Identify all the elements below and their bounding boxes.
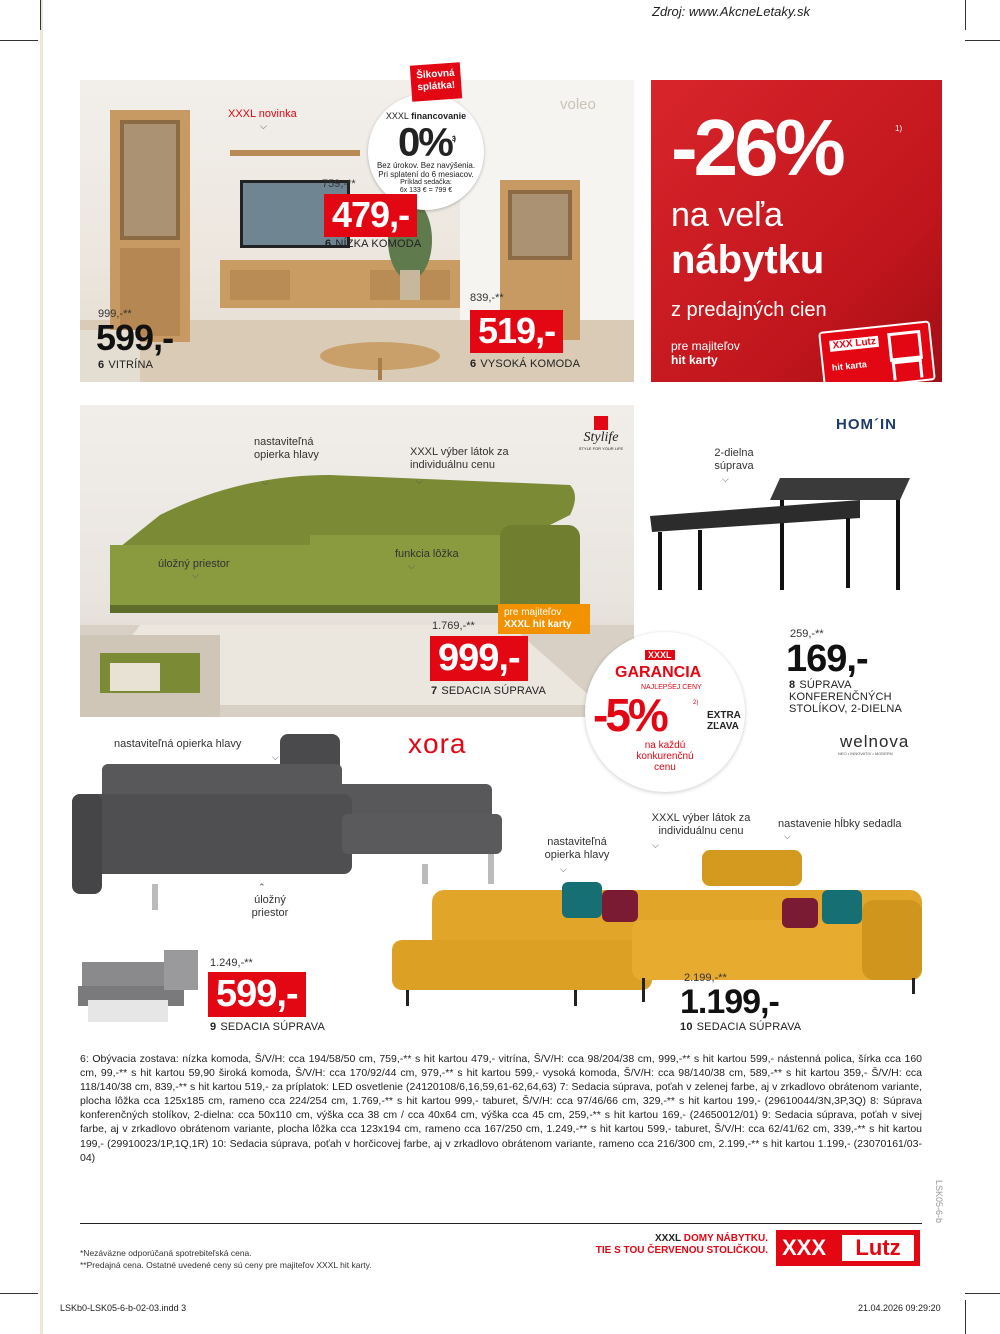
komoda-high-price: 519,-	[470, 310, 563, 353]
financing-percent: 0%	[397, 120, 452, 165]
homin-logo: HOM´IN	[836, 416, 897, 433]
logo-lutz: Lutz	[842, 1235, 914, 1261]
promo-banner	[651, 80, 942, 382]
green-headrest-note: nastaviteľná opierka hlavy	[254, 436, 319, 461]
promo-line-1: na veľa	[671, 196, 783, 234]
owner-tag-line-1: pre majiteľov	[504, 607, 562, 618]
slogan-line-2: TIE S TOU ČERVENOU STOLIČKOU.	[595, 1245, 768, 1256]
crop-mark	[965, 0, 966, 30]
garancia-title: GARANCIA	[615, 664, 702, 681]
yellow-depth-note: nastavenie hĺbky sedadla	[778, 818, 902, 830]
komoda-low-caption: 6 NÍZKA KOMODA	[325, 238, 422, 250]
owner-tag-line-2: XXXL hit karty	[504, 619, 572, 630]
vitrina-old-price: 999,-**	[98, 308, 132, 320]
hit-card-xxx: XXX	[832, 338, 854, 352]
yellow-sofa-old-price: 2.199,-**	[684, 972, 727, 984]
financing-line-2: Pri splatení do 6 mesiacov.	[378, 170, 474, 180]
red-chair-icon	[883, 329, 932, 382]
financing-zero-percent	[368, 120, 484, 165]
green-fabric-note: XXXL výber látok za individuálnu cenu	[410, 446, 509, 471]
crop-mark	[965, 1300, 966, 1334]
xora-logo: xora	[408, 728, 467, 759]
chevron-down-icon: ⌵	[652, 840, 659, 850]
slogan	[596, 1233, 768, 1257]
chevron-down-icon: ⌵	[408, 561, 415, 571]
grey-sofa-caption: 9 SEDACIA SÚPRAVA	[210, 1021, 326, 1033]
owner-tag	[498, 604, 590, 634]
hit-card-lutz: Lutz	[854, 336, 877, 350]
chevron-down-icon: ⌵	[272, 752, 279, 762]
yellow-fabric-note: XXXL výber látok za individuálnu cenu	[651, 812, 751, 837]
welnova-tagline: NEO • INNOVATIV • MODERN	[838, 751, 893, 756]
yellow-headrest-note: nastaviteľná opierka hlavy	[544, 836, 610, 861]
chevron-down-icon: ⌵	[262, 477, 269, 487]
stylife-mark	[594, 416, 608, 430]
financing-tag: Šikovná splátka!	[410, 62, 462, 101]
voleo-logo: voleo	[560, 96, 596, 113]
page-edge	[40, 0, 43, 1334]
green-bed-note: funkcia lôžka	[395, 548, 459, 560]
yellow-sofa-price: 1.199,-	[680, 983, 779, 1021]
crop-mark	[0, 1293, 38, 1294]
tables-caption: 8 SÚPRAVA KONFERENČNÝCH STOLÍKOV, 2-DIELNA	[789, 679, 903, 715]
promo-percent: -26%	[671, 103, 842, 192]
yellow-sofa-illustration	[392, 850, 922, 1010]
stylife-tagline: STYLE FOR YOUR LIFE	[578, 446, 624, 451]
footnote-1: *Nezáväzne odporúčaná spotrebiteľská cena.	[80, 1248, 252, 1258]
hit-card	[818, 320, 936, 382]
grey-headrest-note: nastaviteľná opierka hlavy	[114, 738, 242, 750]
vitrina-price: 599,-	[96, 317, 174, 358]
price-guarantee-badge	[585, 632, 745, 792]
financing-sup: 3)	[451, 136, 455, 143]
footer-divider	[80, 1223, 922, 1224]
komoda-high-old-price: 839,-**	[470, 292, 504, 304]
novinka-label: XXXL novinka	[228, 108, 297, 120]
chevron-down-icon: ⌵	[260, 121, 267, 131]
stylife-name: Stylife	[583, 430, 619, 445]
footnote-2: **Predajná cena. Ostatné uvedené ceny sú ceny pre majiteľov XXXL hit karty.	[80, 1260, 372, 1270]
komoda-high-caption: 6 VYSOKÁ KOMODA	[470, 358, 581, 370]
promo-line-5: hit karty	[671, 353, 718, 367]
promo-sup: 1)	[895, 124, 903, 133]
promo-line-3: z predajných cien	[671, 299, 827, 321]
source-url: Zdroj: www.AkcneLetaky.sk	[652, 4, 810, 19]
chevron-up-icon: ⌃	[258, 882, 266, 892]
crop-mark	[0, 40, 38, 41]
green-sofa-caption: 7 SEDACIA SÚPRAVA	[431, 685, 547, 697]
financing-label: financovanie	[411, 111, 467, 121]
garancia-percent: -5%	[593, 689, 666, 741]
side-code: LSK05-6-b	[934, 1180, 944, 1224]
green-sofa-old-price: 1.769,-**	[432, 620, 475, 632]
financing-line-4: 6x 133 € = 799 €	[399, 187, 453, 195]
komoda-low-price: 479,-	[324, 194, 417, 237]
product-description: 6: Obývacia zostava: nízka komoda, Š/V/H: cca 194/58/50 cm, 759,-** s hit kartou 479,- vitrína, Š/V/H: cca 98/204/38 cm, 999,-** s hit kartou 599,- nástenná polica, šírka cca 160 cm, 99,-** s hit kartou 59,90 široká komoda, Š/V/H: cca 170/92/44 cm, 979,-** s hit kartou 599,- vysoká komoda, Š/V/H: cca 98/140/38 cm, 589,-** s hit kartou 359,- Š/V/H: cca 118/140/38 cm, 839,-** s hit kartou 519,- za príplatok: LED osvetlenie (24120108/6,16,59,61-62,64,63) 7: Sedacia súprava, poťah v zelenej farbe, aj v zrkadlovo obrátenom variante, plocha lôžka cca 125x185 cm, rameno cca 224/254 cm, 1.769,-** s hit kartou 999,- taburet, Š/V/H: cca 97/46/66 cm, 329,-** s hit kartou 199,- (29610044/3N,3P,3Q) 8: Súprava konferenčných stolíkov, 2-dielna: cca 50x110 cm, výška cca 38 cm / cca 40x64 cm, výška cca 45 cm, 259,-** s hit kartou 169,- (24650012/01) 9: Sedacia súprava, poťah v sivej farbe, aj v zrkadlovo obrátenom variante, plocha lôžka cca 123x194 cm, rameno cca 167/250 cm, 1.249,-** s hit kartou 599,- taburet, Š/V/H: cca 62/41/62 cm, 339,-** s hit kartou 199,- (29910023/1P,1Q,1R) 10: Sedacia súprava, poťah v horčicovej farbe, aj v zrkadlovo obrátenom variante, rameno cca 216/300 cm, 2.199,-** s hit kartou 1.199,- (23070161/03-04)	[80, 1053, 922, 1164]
chevron-down-icon: ⌵	[560, 864, 567, 874]
promo-line-4: pre majiteľov	[671, 339, 740, 353]
chevron-down-icon: ⌵	[784, 831, 791, 841]
slogan-domy: DOMY NÁBYTKU.	[683, 1233, 768, 1244]
green-sofa-price: 999,-	[430, 636, 528, 681]
xxxlutz-logo	[776, 1230, 920, 1266]
stylife-logo	[576, 416, 626, 462]
promo-line-2: nábytku	[671, 238, 825, 282]
tables-price: 169,-	[786, 638, 868, 680]
logo-xxx: XXX	[782, 1235, 827, 1260]
crop-mark	[965, 1293, 1000, 1294]
yellow-sofa-caption: 10 SEDACIA SÚPRAVA	[680, 1021, 802, 1033]
vitrina-caption: 6 VITRÍNA	[98, 359, 154, 371]
coffee-tables-illustration	[650, 470, 920, 600]
grey-sofa-bed-illustration	[78, 950, 204, 1030]
grey-storage-note: úložný priestor	[251, 894, 289, 919]
garancia-xxxl: XXXL	[645, 650, 675, 660]
welnova-logo: welnova	[840, 732, 910, 751]
chevron-down-icon: ⌵	[192, 570, 199, 580]
chevron-down-icon: ⌵	[416, 476, 423, 486]
slogan-xxxl: XXXL	[655, 1233, 681, 1244]
financing-badge	[368, 94, 484, 210]
komoda-low-old-price: 759,-**	[322, 178, 356, 190]
grey-sofa-old-price: 1.249,-**	[210, 957, 253, 969]
financing-xxxl: XXXL	[385, 111, 409, 121]
crop-mark	[40, 0, 41, 30]
hit-card-label: hit karta	[831, 359, 868, 373]
file-date: 21.04.2026 09:29:20	[858, 1303, 941, 1313]
garancia-extra: EXTRA ZĽAVA	[707, 710, 741, 732]
tables-old-price: 259,-**	[790, 628, 824, 640]
financing-line-1: Bez úrokov. Bez navýšenia.	[376, 161, 476, 171]
tables-note: 2-dielna súprava	[714, 447, 754, 472]
garancia-sub: NAJLEPŠEJ CENY	[641, 684, 702, 691]
garancia-sup: 2)	[693, 700, 699, 706]
grey-sofa-price: 599,-	[208, 972, 306, 1017]
crop-mark	[965, 40, 1000, 41]
chevron-down-icon: ⌵	[722, 474, 729, 484]
file-name: LSKb0-LSK05-6-b-02-03.indd 3	[60, 1303, 187, 1313]
green-storage-note: úložný priestor	[158, 558, 230, 570]
financing-line-3: Príklad sedačka:	[400, 179, 452, 187]
garancia-text: na každú konkurenčnú cenu	[636, 740, 694, 773]
